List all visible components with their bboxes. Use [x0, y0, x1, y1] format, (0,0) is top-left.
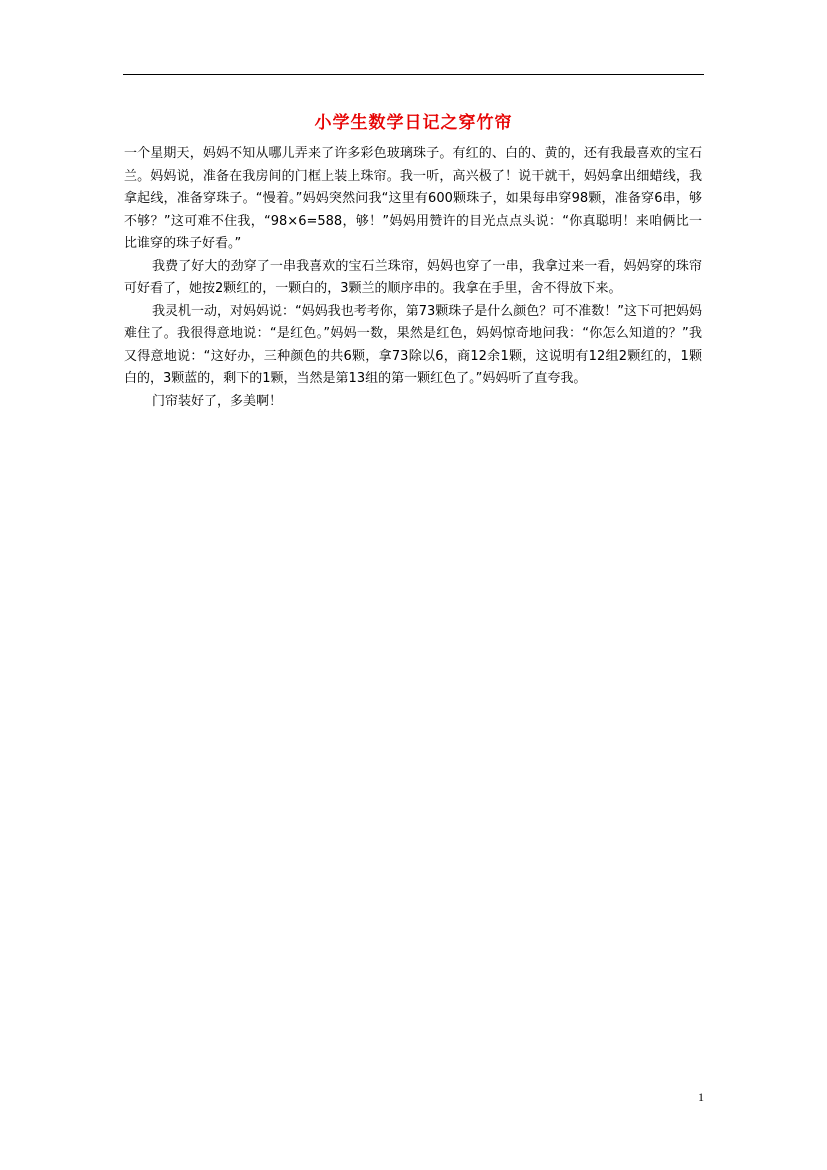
paragraph-1: 一个星期天，妈妈不知从哪儿弄来了许多彩色玻璃珠子。有红的、白的、黄的，还有我最喜欢的宝石兰。妈妈说，准备在我房间的门框上装上珠帘。我一听，高兴极了！说干就干，妈妈拿出细蜡线，我拿起线，准备穿珠子。“慢着。”妈妈突然问我“这里有600颗珠子，如果每串穿98颗，准备穿6串，够不够？”这可难不住我，“98×6=588，够！”妈妈用赞许的目光点点头说：“你真聪明！来咱俩比一比谁穿的珠子好看。” — [124, 146, 702, 251]
document-body — [124, 143, 702, 413]
paragraph-3: 我灵机一动，对妈妈说：“妈妈我也考考你，第73颗珠子是什么颜色？可不准数！”这下可把妈妈难住了。我很得意地说：“是红色。”妈妈一数，果然是红色，妈妈惊奇地问我：“你怎么知道的？”我又得意地说：“这好办，三种颜色的共6颗，拿73除以6，商12余1颗，这说明有12组2颗红的，1颗白的，3颗蓝的，剩下的1颗，当然是第13组的第一颗红色了。”妈妈听了直夸我。 — [124, 303, 703, 386]
paragraph-4: 门帘装好了，多美啊！ — [152, 393, 283, 409]
page-number: 1 — [698, 1090, 704, 1104]
paragraph-2: 我费了好大的劲穿了一串我喜欢的宝石兰珠帘，妈妈也穿了一串，我拿过来一看，妈妈穿的珠帘可好看了，她按2颗红的，一颗白的，3颗兰的顺序串的。我拿在手里，舍不得放下来。 — [124, 258, 702, 296]
header-rule — [123, 74, 704, 75]
document-title: 小学生数学日记之穿竹帘 — [314, 113, 513, 133]
